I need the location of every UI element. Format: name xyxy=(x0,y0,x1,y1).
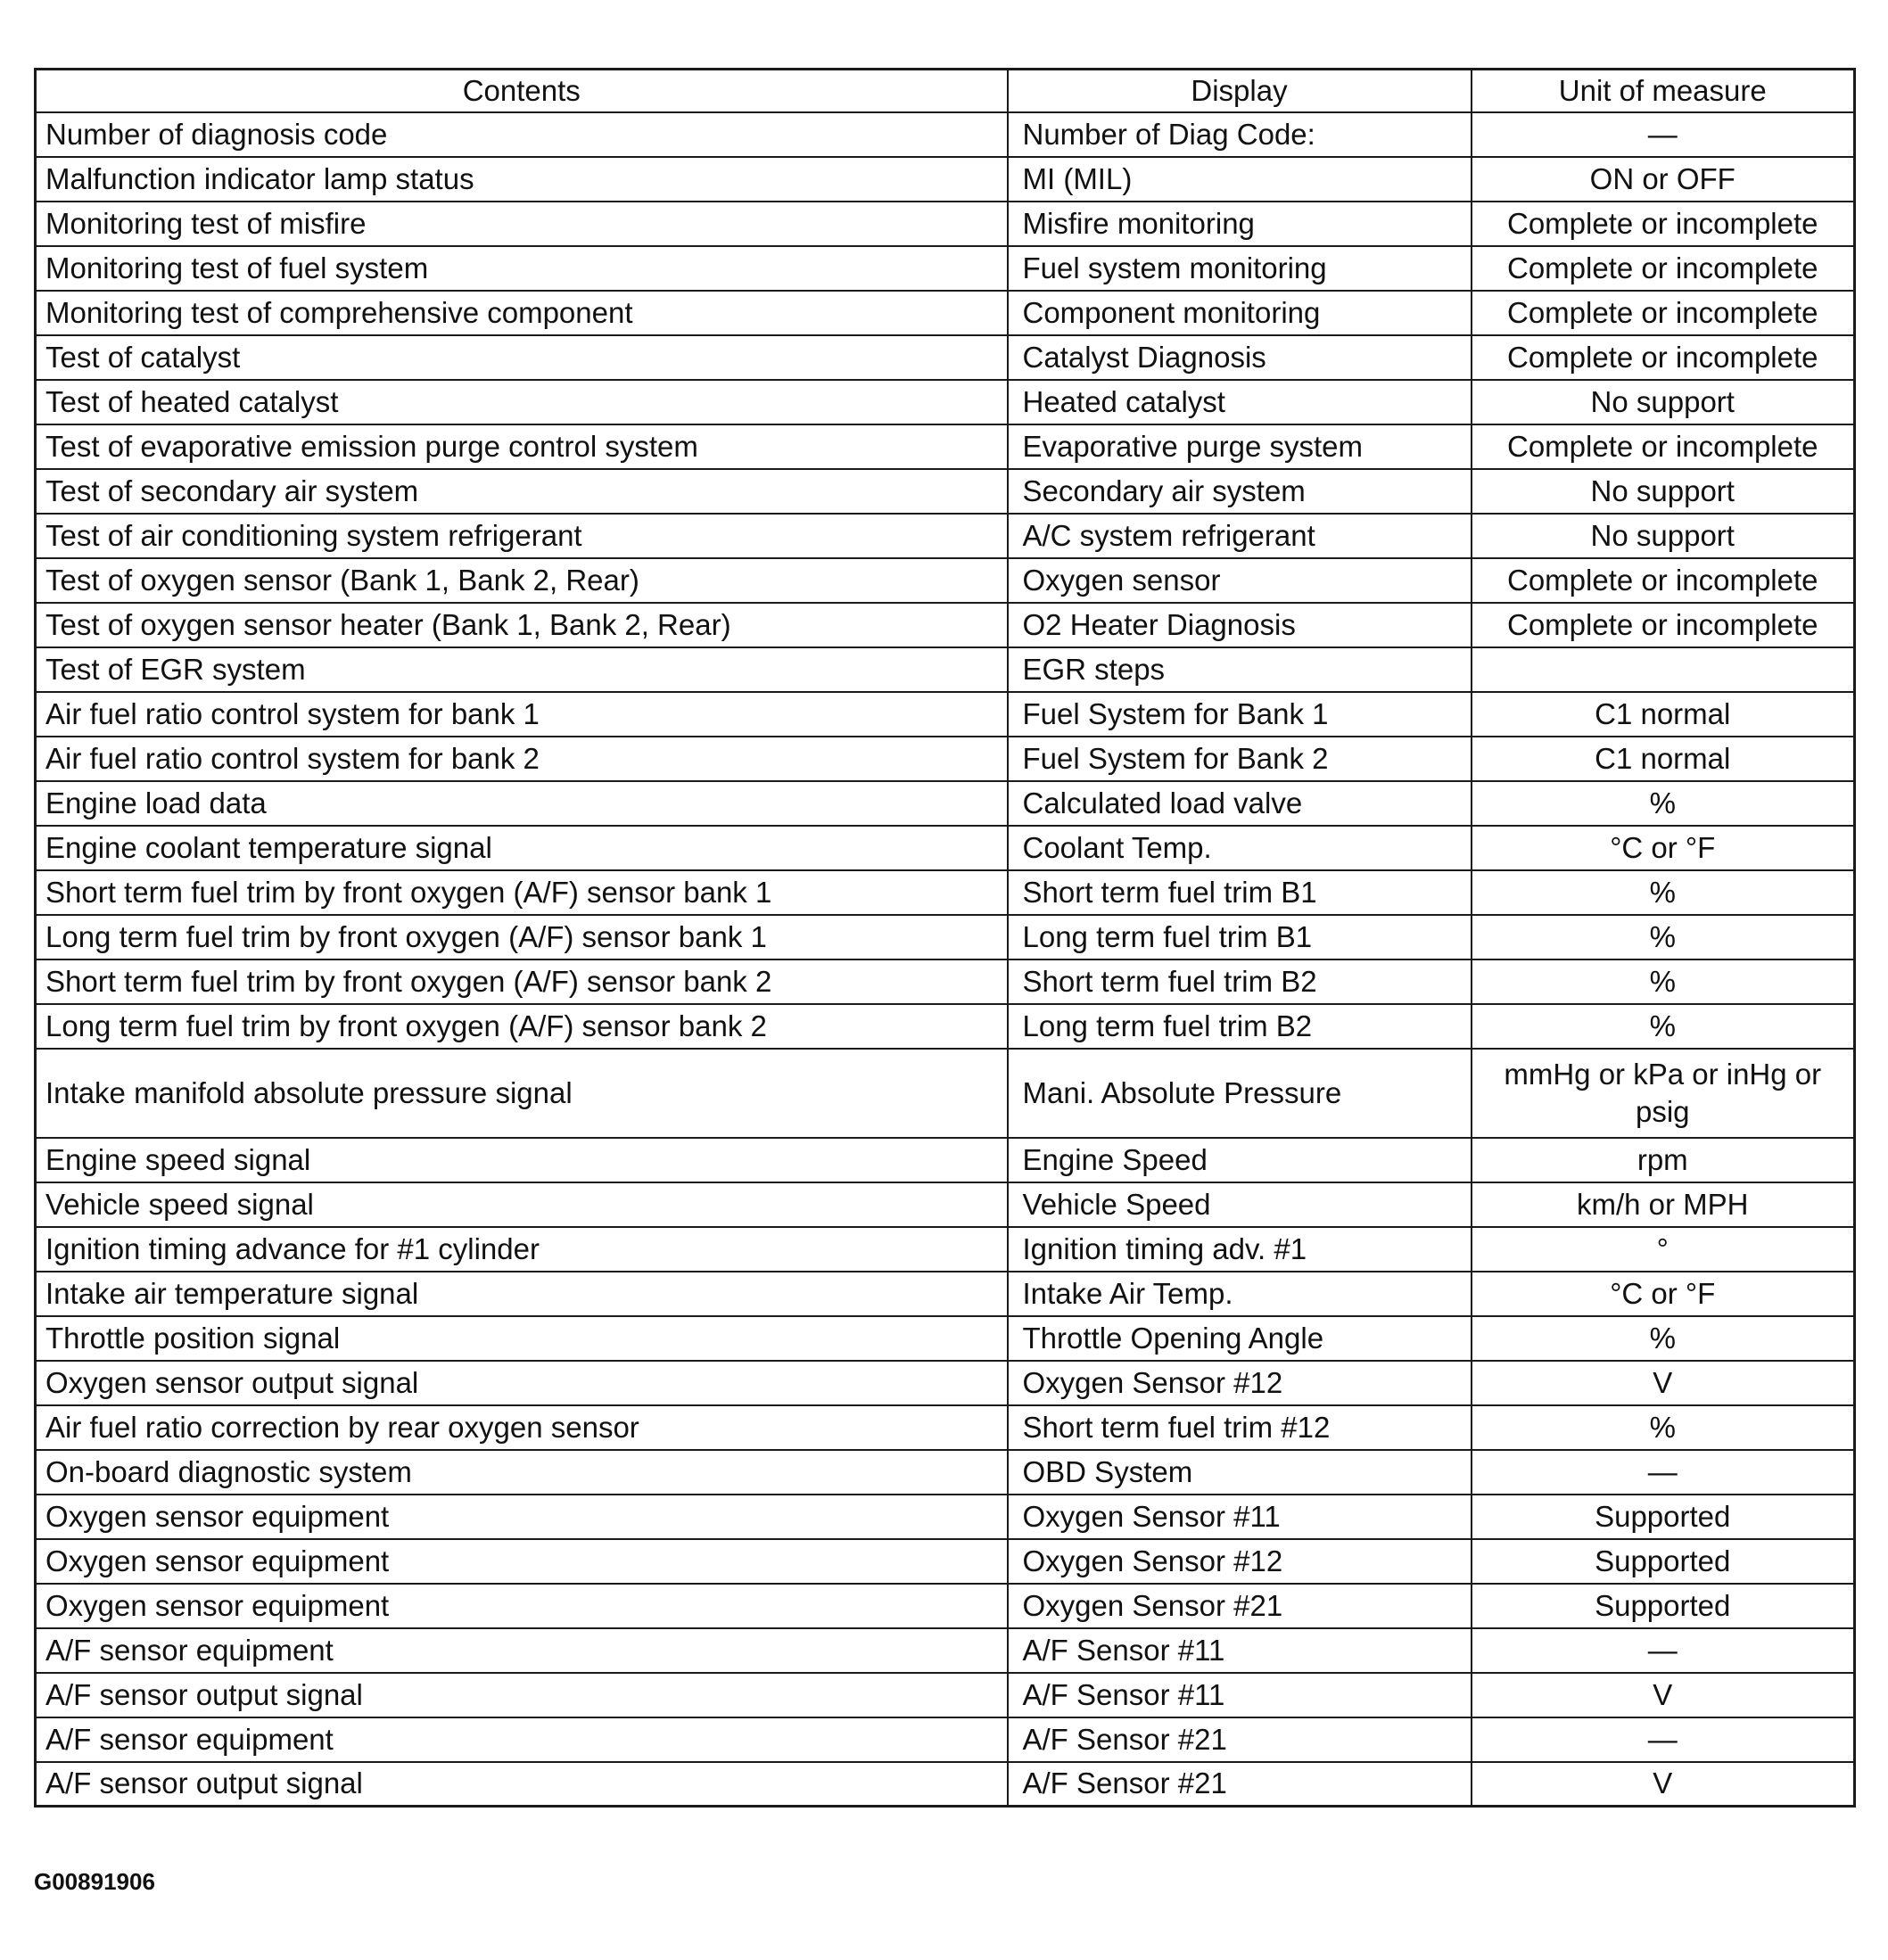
cell-unit: V xyxy=(1472,1361,1855,1405)
cell-display: Calculated load valve xyxy=(1008,781,1472,826)
cell-display: Oxygen Sensor #21 xyxy=(1008,1584,1472,1628)
cell-contents: A/F sensor output signal xyxy=(36,1762,1008,1807)
cell-display: Oxygen Sensor #12 xyxy=(1008,1361,1472,1405)
cell-unit: Supported xyxy=(1472,1584,1855,1628)
cell-unit: % xyxy=(1472,1004,1855,1049)
table-row xyxy=(36,1316,1855,1361)
cell-contents: Short term fuel trim by front oxygen (A/F) sensor bank 2 xyxy=(36,959,1008,1004)
cell-unit: Complete or incomplete xyxy=(1472,603,1855,647)
cell-unit: °C or °F xyxy=(1472,826,1855,870)
cell-contents: Vehicle speed signal xyxy=(36,1182,1008,1227)
cell-contents: Air fuel ratio control system for bank 2 xyxy=(36,737,1008,781)
cell-display: OBD System xyxy=(1008,1450,1472,1495)
table-row xyxy=(36,514,1855,558)
cell-contents: Number of diagnosis code xyxy=(36,112,1008,157)
cell-unit: mmHg or kPa or inHg or psig xyxy=(1472,1049,1855,1138)
cell-display: Long term fuel trim B1 xyxy=(1008,915,1472,959)
cell-display: Throttle Opening Angle xyxy=(1008,1316,1472,1361)
cell-contents: Malfunction indicator lamp status xyxy=(36,157,1008,202)
cell-display: Oxygen sensor xyxy=(1008,558,1472,603)
table-header xyxy=(36,70,1855,112)
cell-display: Short term fuel trim B2 xyxy=(1008,959,1472,1004)
table-row xyxy=(36,1628,1855,1673)
cell-display: A/F Sensor #21 xyxy=(1008,1717,1472,1762)
cell-display: A/C system refrigerant xyxy=(1008,514,1472,558)
cell-display: A/F Sensor #11 xyxy=(1008,1628,1472,1673)
table-row xyxy=(36,380,1855,424)
table-row xyxy=(36,870,1855,915)
table-row xyxy=(36,469,1855,514)
cell-display: Fuel System for Bank 2 xyxy=(1008,737,1472,781)
cell-display: Component monitoring xyxy=(1008,291,1472,335)
cell-display: Vehicle Speed xyxy=(1008,1182,1472,1227)
cell-unit: — xyxy=(1472,112,1855,157)
cell-contents: Test of EGR system xyxy=(36,647,1008,692)
cell-unit: km/h or MPH xyxy=(1472,1182,1855,1227)
cell-contents: A/F sensor output signal xyxy=(36,1673,1008,1717)
cell-display: Evaporative purge system xyxy=(1008,424,1472,469)
cell-display: O2 Heater Diagnosis xyxy=(1008,603,1472,647)
cell-contents: Test of heated catalyst xyxy=(36,380,1008,424)
cell-contents: On-board diagnostic system xyxy=(36,1450,1008,1495)
cell-contents: Oxygen sensor equipment xyxy=(36,1539,1008,1584)
cell-contents: Monitoring test of misfire xyxy=(36,202,1008,246)
cell-unit: No support xyxy=(1472,380,1855,424)
cell-unit: ON or OFF xyxy=(1472,157,1855,202)
cell-unit: — xyxy=(1472,1717,1855,1762)
table-row xyxy=(36,291,1855,335)
table-body xyxy=(36,112,1855,1807)
table-row xyxy=(36,246,1855,291)
cell-unit: C1 normal xyxy=(1472,737,1855,781)
cell-contents: Monitoring test of comprehensive component xyxy=(36,291,1008,335)
cell-unit: Complete or incomplete xyxy=(1472,246,1855,291)
cell-contents: Oxygen sensor output signal xyxy=(36,1361,1008,1405)
table-row xyxy=(36,826,1855,870)
table-row xyxy=(36,603,1855,647)
cell-contents: Oxygen sensor equipment xyxy=(36,1584,1008,1628)
header-unit: Unit of measure xyxy=(1472,70,1855,112)
table-row xyxy=(36,1495,1855,1539)
table-row xyxy=(36,1405,1855,1450)
cell-unit xyxy=(1472,647,1855,692)
table-row xyxy=(36,1361,1855,1405)
cell-contents: Engine speed signal xyxy=(36,1138,1008,1182)
cell-display: Engine Speed xyxy=(1008,1138,1472,1182)
cell-unit: % xyxy=(1472,959,1855,1004)
cell-contents: Engine load data xyxy=(36,781,1008,826)
cell-unit: C1 normal xyxy=(1472,692,1855,737)
cell-unit: No support xyxy=(1472,469,1855,514)
cell-contents: Engine coolant temperature signal xyxy=(36,826,1008,870)
table-row xyxy=(36,1182,1855,1227)
cell-unit: Supported xyxy=(1472,1495,1855,1539)
table-row xyxy=(36,692,1855,737)
cell-unit: % xyxy=(1472,781,1855,826)
cell-contents: Short term fuel trim by front oxygen (A/F) sensor bank 1 xyxy=(36,870,1008,915)
cell-unit: No support xyxy=(1472,514,1855,558)
table-row xyxy=(36,424,1855,469)
cell-display: Mani. Absolute Pressure xyxy=(1008,1049,1472,1138)
header-row xyxy=(36,70,1855,112)
cell-unit: % xyxy=(1472,915,1855,959)
cell-unit: % xyxy=(1472,870,1855,915)
table-row xyxy=(36,959,1855,1004)
cell-display: Oxygen Sensor #12 xyxy=(1008,1539,1472,1584)
cell-display: EGR steps xyxy=(1008,647,1472,692)
table-row xyxy=(36,1272,1855,1316)
cell-contents: Test of oxygen sensor heater (Bank 1, Bank 2, Rear) xyxy=(36,603,1008,647)
cell-display: Catalyst Diagnosis xyxy=(1008,335,1472,380)
cell-contents: Oxygen sensor equipment xyxy=(36,1495,1008,1539)
table-row xyxy=(36,647,1855,692)
cell-contents: Test of secondary air system xyxy=(36,469,1008,514)
cell-unit: rpm xyxy=(1472,1138,1855,1182)
table-row xyxy=(36,1762,1855,1807)
cell-unit: Complete or incomplete xyxy=(1472,424,1855,469)
table-row xyxy=(36,1450,1855,1495)
table-row xyxy=(36,1138,1855,1182)
table-row xyxy=(36,781,1855,826)
table-row xyxy=(36,1717,1855,1762)
cell-display: Ignition timing adv. #1 xyxy=(1008,1227,1472,1272)
diagnostic-data-table xyxy=(34,68,1856,1808)
cell-contents: Test of evaporative emission purge control system xyxy=(36,424,1008,469)
cell-contents: A/F sensor equipment xyxy=(36,1628,1008,1673)
cell-contents: Test of oxygen sensor (Bank 1, Bank 2, Rear) xyxy=(36,558,1008,603)
cell-display: Long term fuel trim B2 xyxy=(1008,1004,1472,1049)
cell-contents: Intake manifold absolute pressure signal xyxy=(36,1049,1008,1138)
cell-display: Misfire monitoring xyxy=(1008,202,1472,246)
cell-display: Short term fuel trim B1 xyxy=(1008,870,1472,915)
cell-unit: Complete or incomplete xyxy=(1472,291,1855,335)
cell-display: Coolant Temp. xyxy=(1008,826,1472,870)
cell-display: Short term fuel trim #12 xyxy=(1008,1405,1472,1450)
table-row xyxy=(36,1673,1855,1717)
cell-contents: Ignition timing advance for #1 cylinder xyxy=(36,1227,1008,1272)
table-row xyxy=(36,737,1855,781)
table-row xyxy=(36,112,1855,157)
table-row xyxy=(36,202,1855,246)
table-row xyxy=(36,1049,1855,1138)
table-row xyxy=(36,1004,1855,1049)
cell-contents: A/F sensor equipment xyxy=(36,1717,1008,1762)
cell-contents: Throttle position signal xyxy=(36,1316,1008,1361)
cell-contents: Long term fuel trim by front oxygen (A/F) sensor bank 1 xyxy=(36,915,1008,959)
figure-id: G00891906 xyxy=(34,1868,155,1895)
header-display: Display xyxy=(1008,70,1472,112)
cell-display: Intake Air Temp. xyxy=(1008,1272,1472,1316)
cell-unit: % xyxy=(1472,1405,1855,1450)
table-row xyxy=(36,1539,1855,1584)
table-row xyxy=(36,915,1855,959)
cell-contents: Test of catalyst xyxy=(36,335,1008,380)
cell-contents: Test of air conditioning system refrigerant xyxy=(36,514,1008,558)
cell-unit: Complete or incomplete xyxy=(1472,335,1855,380)
cell-unit: ° xyxy=(1472,1227,1855,1272)
cell-contents: Monitoring test of fuel system xyxy=(36,246,1008,291)
cell-contents: Air fuel ratio correction by rear oxygen sensor xyxy=(36,1405,1008,1450)
cell-display: A/F Sensor #21 xyxy=(1008,1762,1472,1807)
header-contents: Contents xyxy=(36,70,1008,112)
cell-display: Number of Diag Code: xyxy=(1008,112,1472,157)
cell-unit: % xyxy=(1472,1316,1855,1361)
table-row xyxy=(36,335,1855,380)
cell-display: Heated catalyst xyxy=(1008,380,1472,424)
cell-unit: Complete or incomplete xyxy=(1472,558,1855,603)
cell-contents: Air fuel ratio control system for bank 1 xyxy=(36,692,1008,737)
table-row xyxy=(36,558,1855,603)
cell-unit: — xyxy=(1472,1450,1855,1495)
diagnostic-data-table-container xyxy=(34,68,1853,1808)
cell-unit: V xyxy=(1472,1762,1855,1807)
table-row xyxy=(36,1584,1855,1628)
table-row xyxy=(36,157,1855,202)
cell-display: Secondary air system xyxy=(1008,469,1472,514)
cell-contents: Intake air temperature signal xyxy=(36,1272,1008,1316)
cell-display: MI (MIL) xyxy=(1008,157,1472,202)
table-row xyxy=(36,1227,1855,1272)
cell-unit: Supported xyxy=(1472,1539,1855,1584)
cell-unit: — xyxy=(1472,1628,1855,1673)
cell-unit: V xyxy=(1472,1673,1855,1717)
cell-unit: °C or °F xyxy=(1472,1272,1855,1316)
cell-display: A/F Sensor #11 xyxy=(1008,1673,1472,1717)
cell-display: Oxygen Sensor #11 xyxy=(1008,1495,1472,1539)
cell-display: Fuel System for Bank 1 xyxy=(1008,692,1472,737)
cell-unit: Complete or incomplete xyxy=(1472,202,1855,246)
cell-contents: Long term fuel trim by front oxygen (A/F) sensor bank 2 xyxy=(36,1004,1008,1049)
cell-display: Fuel system monitoring xyxy=(1008,246,1472,291)
